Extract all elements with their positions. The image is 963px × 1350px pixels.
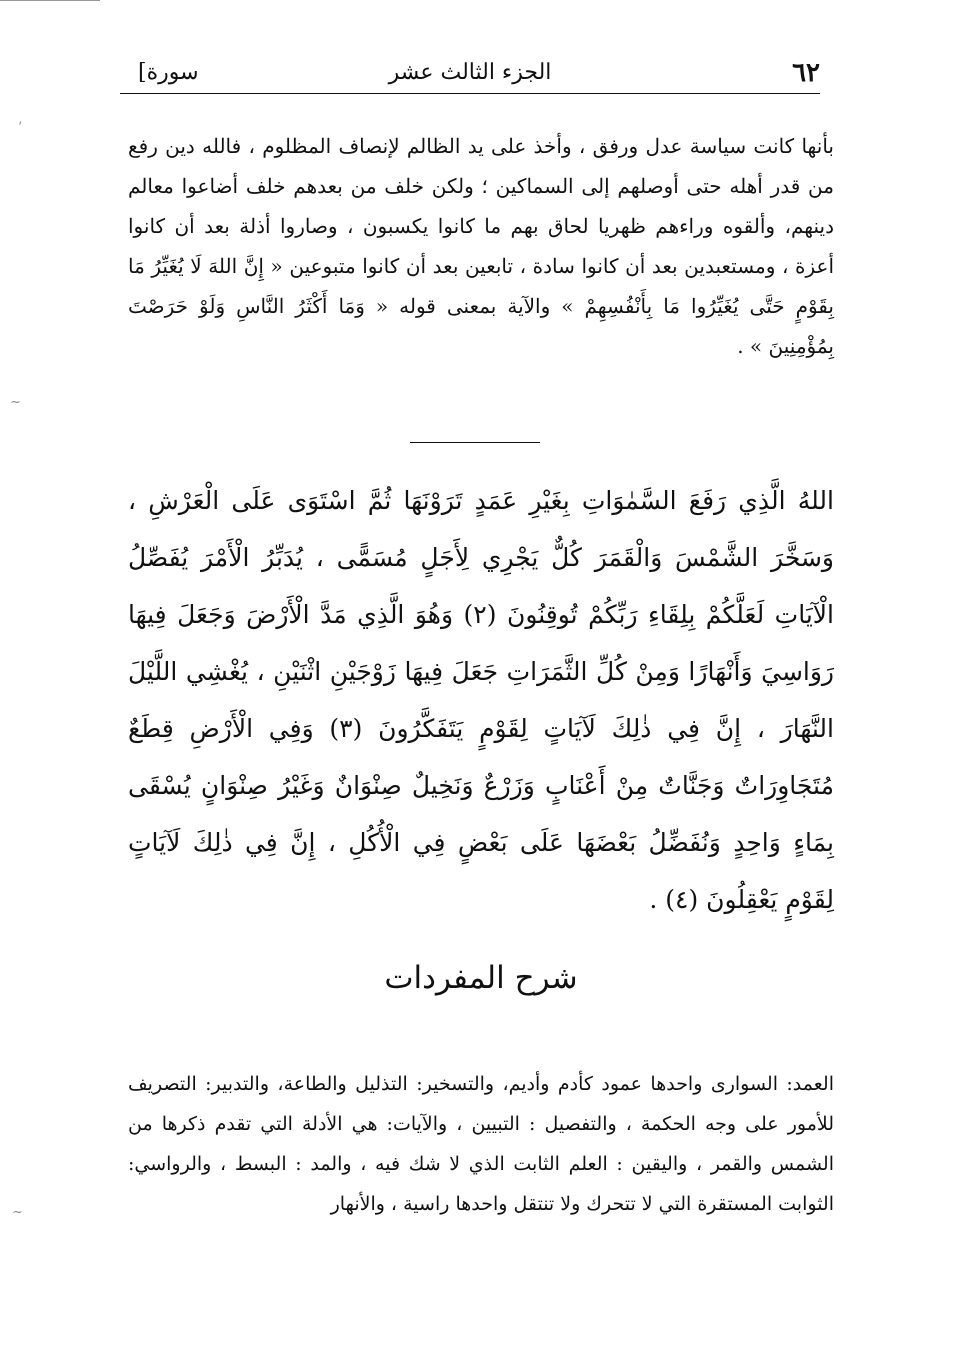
- page-number: ٦٢: [792, 58, 820, 88]
- margin-speck: ‘: [18, 120, 23, 135]
- glossary-paragraph: العمد: السوارى واحدها عمود كأدم وأديم، والتسخير: التذليل والطاعة، والتدبير: التصريف للأمور على وجه الحكمة ، والتفصيل : التبيين ، والآيات: هي الأدلة التي تقدم ذكرها من الشمس والقمر ، واليقين : العلم الثابت الذي لا شك فيه ، والمد : البسط ، والرواسي: الثوابت المستقرة التي لا تتحرك ولا تنتقل واحدها راسية ، والأنهار: [128, 1073, 834, 1215]
- margin-speck: ~: [10, 395, 21, 410]
- quran-verses: اللهُ الَّذِي رَفَعَ السَّمٰوَاتِ بِغَيْرِ عَمَدٍ تَرَوْنَهَا ثُمَّ اسْتَوَى عَلَى الْعَرْشِ ، وَسَخَّرَ الشَّمْسَ وَالْقَمَرَ كُلٌّ يَجْرِي لِأَجَلٍ مُسَمًّى ، يُدَبِّرُ الْأَمْرَ يُفَصِّلُ الْآيَاتِ لَعَلَّكُمْ بِلِقَاءِ رَبِّكُمْ تُوقِنُونَ (٢) وَهُوَ الَّذِي مَدَّ الْأَرْضَ وَجَعَلَ فِيهَا رَوَاسِيَ وَأَنْهَارًا وَمِنْ كُلِّ الثَّمَرَاتِ جَعَلَ فِيهَا زَوْجَيْنِ اثْنَيْنِ ، يُغْشِي اللَّيْلَ النَّهَارَ ، إِنَّ فِي ذٰلِكَ لَآيَاتٍ لِقَوْمٍ يَتَفَكَّرُونَ (٣) وَفِي الْأَرْضِ قِطَعٌ مُتَجَاوِرَاتٌ وَجَنَّاتٌ مِنْ أَعْنَابٍ وَزَرْعٌ وَنَخِيلٌ صِنْوَانٌ وَغَيْرُ صِنْوَانٍ يُسْقَى بِمَاءٍ وَاحِدٍ وَنُفَضِّلُ بَعْضَهَا عَلَى بَعْضٍ فِي الْأُكُلِ ، إِنَّ فِي ذٰلِكَ لَآيَاتٍ لِقَوْمٍ يَعْقِلُونَ (٤) .: [128, 486, 834, 914]
- intro-paragraph: بأنها كانت سياسة عدل ورفق ، وأخذ على يد الظالم لإنصاف المظلوم ، فالله دين رفع من قدر أهله حتى أوصلهم إلى السماكين ؛ ولكن خلف من بعدهم خلف أضاعوا معالم دينهم، وألقوه وراءهم ظهريا لحاق بهم ما كانوا يكسبون ، وصاروا أذلة بعد أن كانوا أعزة ، ومستعبدين بعد أن كانوا سادة ، تابعين بعد أن كانوا متبوعين « إِنَّ اللهَ لَا يُغَيِّرُ مَا بِقَوْمٍ حَتَّى يُغَيِّرُوا مَا بِأَنْفُسِهِمْ » والآية بمعنى قوله « وَمَا أَكْثَرُ النَّاسِ وَلَوْ حَرَصْتَ بِمُؤْمِنِينَ » .: [128, 134, 835, 358]
- margin-speck: ~: [12, 1205, 23, 1220]
- section-heading: شرح المفردات: [384, 960, 578, 996]
- header-rule: [120, 93, 820, 94]
- section-divider: [410, 442, 540, 443]
- top-edge-rule: [0, 0, 100, 1]
- surah-label: [سورة: [138, 60, 199, 85]
- running-title: الجزء الثالث عشر: [388, 60, 552, 85]
- page-header: [120, 54, 820, 94]
